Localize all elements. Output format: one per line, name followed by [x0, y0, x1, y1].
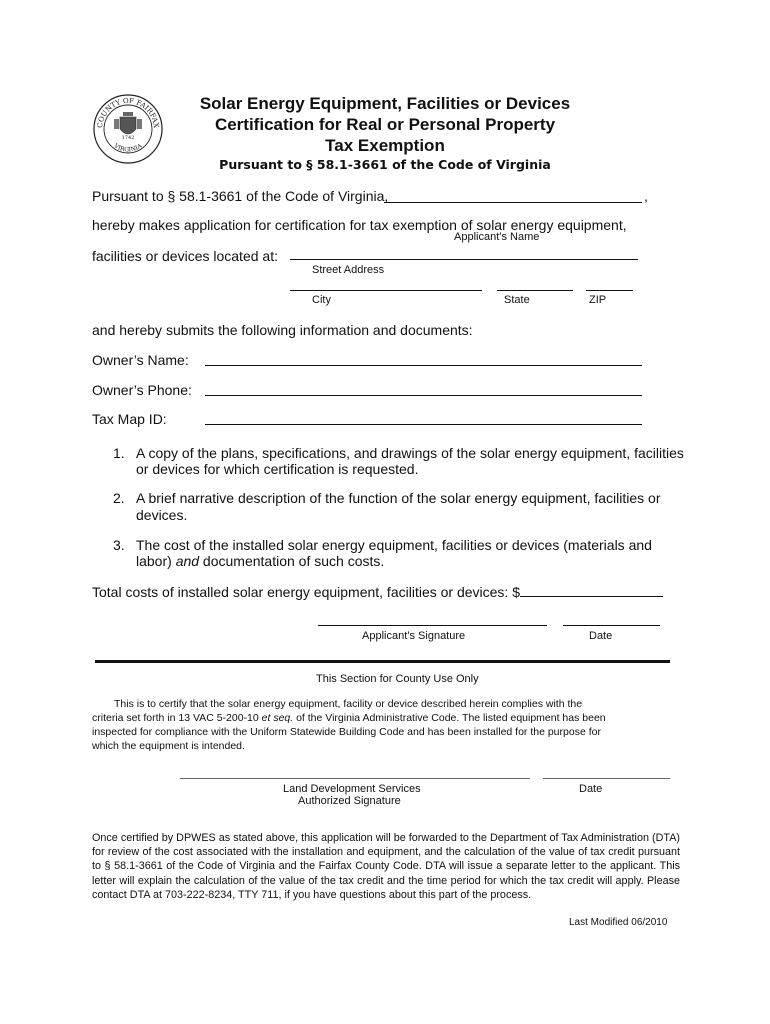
tax-map-id-field[interactable] [205, 424, 642, 425]
county-date-field[interactable] [543, 778, 670, 779]
document-item-line: or devices for which certification is requested. [136, 461, 419, 477]
document-item-line: A brief narrative description of the function of the solar energy equipment, facilities or [136, 490, 661, 506]
city-field[interactable] [290, 290, 482, 291]
tax-map-id-label: Tax Map ID: [92, 411, 167, 427]
total-costs-label: Total costs of installed solar energy equipment, facilities or devices: $ [92, 584, 520, 600]
document-item-number: 3. [113, 537, 125, 553]
seal-ring-text: COUNTY OF FAIRFAX [95, 96, 161, 129]
owner-phone-field[interactable] [205, 395, 642, 396]
street-address-field[interactable] [290, 259, 638, 260]
svg-text:VIRGINIA [112, 142, 144, 154]
state-field[interactable] [497, 290, 573, 291]
owner-name-field[interactable] [205, 365, 642, 366]
certification-text: of the Virginia Administrative Code. The listed equipment has been [293, 712, 606, 724]
section-divider [95, 660, 670, 663]
document-item-emphasis: and [175, 553, 200, 569]
certification-emphasis: et seq. [261, 712, 294, 724]
city-label: City [312, 294, 331, 306]
form-title-line-3: Tax Exemption [325, 136, 445, 155]
applicant-signature-field[interactable] [318, 625, 547, 626]
applicant-date-field[interactable] [563, 625, 660, 626]
located-at-text: facilities or devices located at: [92, 248, 278, 264]
authorized-signature-label: Authorized Signature [298, 795, 401, 807]
document-item-line: The cost of the installed solar energy equipment, facilities or devices (materials and [136, 537, 652, 553]
zip-label: ZIP [589, 294, 607, 306]
applicant-name-label: Applicant’s Name [454, 231, 540, 243]
document-item-line: devices. [136, 507, 188, 523]
county-date-label: Date [579, 783, 603, 795]
county-section-title: This Section for County Use Only [316, 673, 479, 685]
certification-text-line: which the equipment is intended. [92, 740, 245, 752]
form-title-line-2: Certification for Real or Personal Property [214, 115, 556, 134]
dta-notice: Once certified by DPWES as stated above, this application will be forwarded to the Department of Tax Administration (DTA) for review of the cost associated with the installation and equipment, and the calculation of the value of tax credit pursuant to § 58.1-3661 of the Code of Virginia and the Fairfax County Code. DTA will issue a separate letter to the applicant. This letter will explain the calculation of the value of the tax credit and the time period for which the tax credit will apply. Please contact DTA at 703-222-8234, TTY 711, if you have questions about this part of the process. [92, 832, 680, 901]
certification-text: criteria set forth in 13 VAC 5-200-10 [92, 712, 262, 724]
land-development-label: Land Development Services [283, 783, 421, 795]
document-item-line: A copy of the plans, specifications, and drawings of the solar energy equipment, facilities [136, 445, 684, 461]
county-seal-logo [92, 93, 164, 165]
form-title-line-1: Solar Energy Equipment, Facilities or Devices [199, 94, 571, 113]
street-address-label: Street Address [312, 264, 385, 276]
document-item-line-3b [136, 553, 384, 569]
application-request-text: hereby makes application for certification for tax exemption of solar energy equipment, [92, 217, 627, 233]
submits-text: and hereby submits the following information and documents: [92, 322, 473, 338]
certification-text-line: inspected for compliance with the Uniform Statewide Building Code and has been installed for the purpose for [92, 726, 601, 738]
document-item-text: labor) [136, 553, 176, 569]
total-costs-field[interactable] [520, 596, 663, 597]
last-modified: Last Modified 06/2010 [569, 917, 668, 928]
document-item-number: 1. [113, 445, 125, 461]
document-item-number: 2. [113, 490, 125, 506]
zip-field[interactable] [586, 290, 633, 291]
seal-bottom-text: VIRGINIA [112, 142, 144, 154]
state-label: State [504, 294, 530, 306]
applicant-intro: Pursuant to § 58.1-3661 of the Code of Virginia, [92, 188, 389, 204]
applicant-signature-label: Applicant’s Signature [362, 630, 466, 642]
owner-phone-label: Owner’s Phone: [92, 382, 192, 398]
certification-text-line: This is to certify that the solar energy equipment, facility or device described herein complies with the [114, 698, 583, 710]
certification-text-line-2 [92, 711, 606, 725]
owner-name-label: Owner’s Name: [92, 352, 189, 368]
county-signature-field[interactable] [180, 778, 530, 779]
seal-year: 1742 [121, 135, 135, 141]
document-item-text: documentation of such costs. [199, 553, 385, 569]
form-subtitle: Pursuant to § 58.1-3661 of the Code of Virginia [219, 157, 551, 172]
applicant-comma: , [644, 188, 648, 204]
applicant-date-label: Date [589, 630, 613, 642]
applicant-name-field[interactable] [384, 202, 642, 203]
